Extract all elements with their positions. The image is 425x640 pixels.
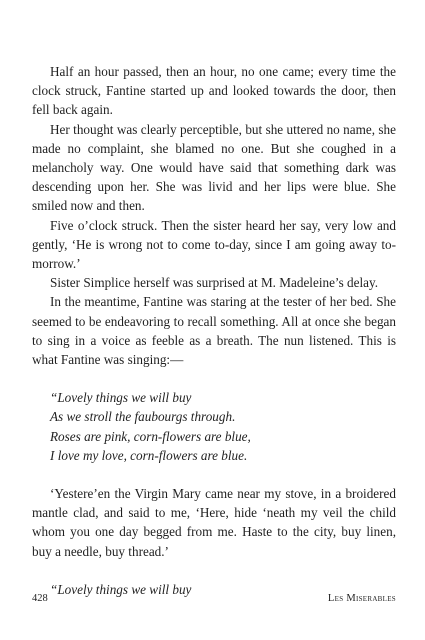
verse-line: Roses are pink, corn-flowers are blue, [50,428,251,444]
paragraph: Her thought was clearly perceptible, but she uttered no name, she made no complaint, she blamed no one. But she coughed in a melancholy way. One would have said that something dark was descending upon her. She was livid and her lips were blue. She smiled now and then. [32,121,396,214]
verse-line: I love my love, corn-flowers are blue. [50,447,248,463]
paragraph: Sister Simplice herself was surprised at M. Madeleine’s delay. [50,275,379,291]
page-number: 428 [32,593,48,604]
verse-line: “Lovely things we will buy [50,390,192,406]
body-text [32,62,396,599]
song-verse [32,388,396,465]
verse-line: As we stroll the faubourgs through. [50,409,236,425]
paragraph: Five o’clock struck. Then the sister heard her say, very low and gently, ‘He is wrong not to come to-day, since I am going away to-morrow.’ [32,217,396,272]
running-title: Les Miserables [327,593,396,604]
page-footer [32,593,396,609]
paragraph: Half an hour passed, then an hour, no one came; every time the clock struck, Fantine started up and looked towards the door, then fell back again. [32,64,396,118]
paragraph: ‘Yestere’en the Virgin Mary came near my stove, in a broidered mantle clad, and said to me, ‘Here, hide ‘neath my veil the child whom you one day begged from me. Haste to the city, buy linen, buy a needle, buy thread.’ [32,486,396,559]
paragraph: In the meantime, Fantine was staring at the tester of her bed. She seemed to be endeavoring to recall something. All at once she began to sing in a voice as feeble as a breath. The nun listened. This is what Fantine was singing:— [32,294,396,368]
verse-line: “Lovely things we will buy [50,581,192,597]
